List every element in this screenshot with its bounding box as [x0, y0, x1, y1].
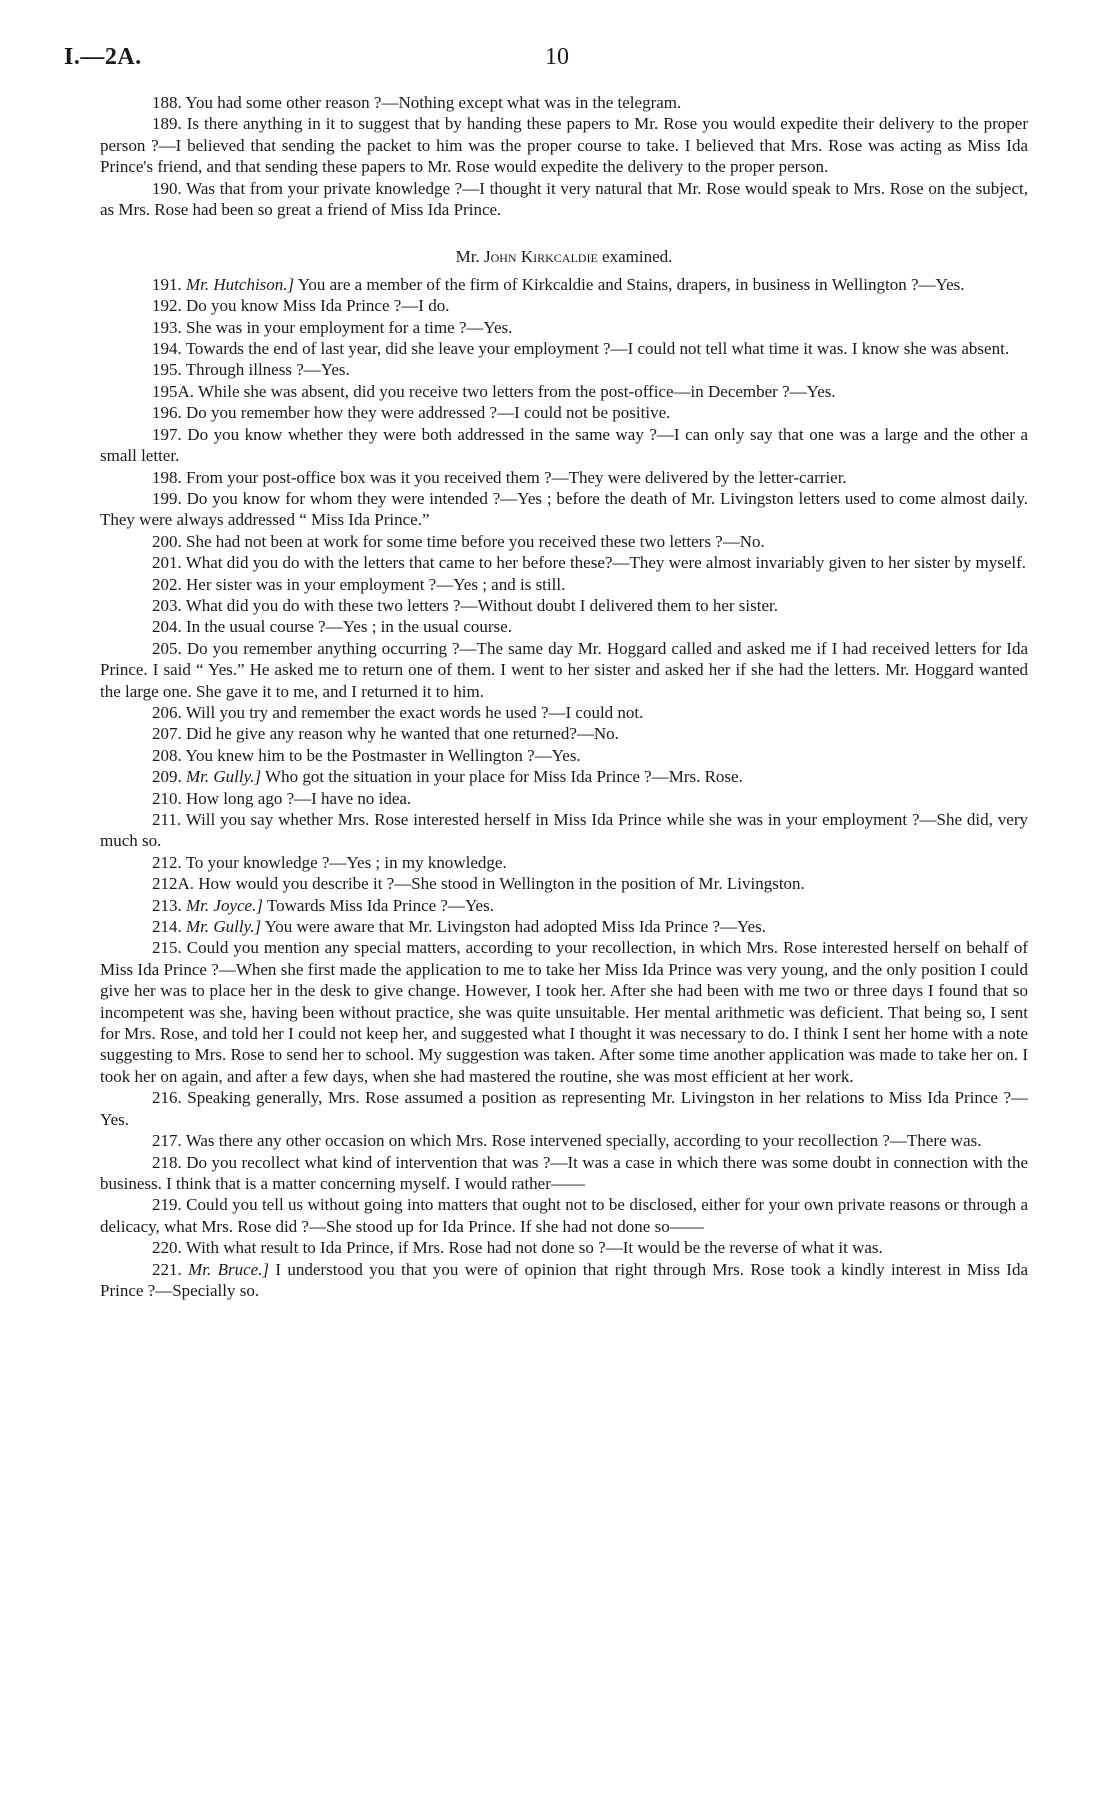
question-number: 219. — [152, 1195, 182, 1215]
question-number: 220. — [152, 1238, 182, 1258]
testimony-paragraph — [100, 402, 1028, 423]
question-number: 217. — [152, 1131, 182, 1151]
paragraph-text: I understood you that you were of opinion that right through Mrs. Rose took a kindly interest in Miss Ida Prince ?—Specially so. — [100, 1259, 1028, 1300]
question-number: 218. — [152, 1152, 182, 1172]
question-number: 202. — [152, 574, 182, 594]
paragraph-text: You had some other reason ?—Nothing except what was in the telegram. — [185, 93, 682, 112]
question-number: 216. — [152, 1088, 182, 1108]
question-number: 197. — [152, 424, 182, 444]
question-number: 203. — [152, 595, 182, 615]
question-number: 214. — [152, 917, 182, 937]
question-number: 206. — [152, 702, 182, 722]
testimony-paragraph — [100, 788, 1028, 809]
question-number: 221. — [152, 1259, 182, 1279]
paragraph-text: You knew him to be the Postmaster in Wellington ?—Yes. — [185, 745, 581, 765]
question-number: 189. — [152, 114, 182, 134]
question-number: 199. — [152, 488, 182, 508]
question-number: 210. — [152, 788, 182, 808]
question-number: 213. — [152, 895, 182, 915]
section-heading — [100, 246, 1028, 267]
testimony-paragraph — [100, 381, 1028, 402]
question-number: 209. — [152, 767, 182, 787]
paragraph-text: With what result to Ida Prince, if Mrs. Rose had not done so ?—It would be the reverse of what it was. — [185, 1238, 883, 1258]
paragraph-text: Speaking generally, Mrs. Rose assumed a position as representing Mr. Livingston in her relations to Miss Ida Prince ?—Yes. — [100, 1088, 1029, 1129]
paragraph-text: To your knowledge ?—Yes ; in my knowledge. — [185, 852, 507, 872]
question-number: 195. — [152, 360, 182, 380]
paragraph-text: Do you know for whom they were intended ?—Yes ; before the death of Mr. Livingston letters used to come almost daily. They were always addressed “ Miss Ida Prince.” — [100, 488, 1028, 530]
question-number: 195A. — [152, 381, 195, 401]
testimony-paragraph — [100, 338, 1028, 359]
paragraph-text: Do you remember how they were addressed ?—I could not be positive. — [186, 403, 671, 423]
paragraph-text: From your post-office box was it you received them ?—They were delivered by the letter-carrier. — [186, 467, 847, 487]
testimony-paragraph — [100, 574, 1028, 595]
speaker-label: Mr. Bruce.] — [188, 1259, 270, 1279]
paragraph-text: How would you describe it ?—She stood in Wellington in the position of Mr. Livingston. — [198, 874, 805, 894]
testimony-paragraph — [100, 92, 1028, 113]
testimony-paragraph — [100, 723, 1028, 744]
question-number: 208. — [152, 745, 182, 765]
question-number: 190. — [152, 178, 182, 198]
paragraph-text: Could you tell us without going into matters that ought not to be disclosed, either for your own private reasons or through a delicacy, what Mrs. Rose did ?—She stood up for Ida Prince. If she had not done so—— — [100, 1195, 1028, 1236]
paragraph-text: Could you mention any special matters, according to your recollection, in which Mrs. Rose interested herself on behalf of Miss Ida Prince ?—When she first made the application to me to take her Miss Ida Prince was very young, and the only position I could give her was to place her in the desk to give change. However, I took her. After she had been with me two or three days I found that so incompetent was she, having been without practice, she was quite unsuitable. Her mental arithmetic was deficient. That being so, I sent for Mrs. Rose, and told her I could not keep her, and suggested what I thought it was necessary to do. I think I sent her home with a note suggesting to Mrs. Rose to send her to school. My suggestion was taken. After some time another application was made to take her on. I took her on again, and after a few days, when she had mastered the routine, she was most efficient at her work. — [100, 938, 1028, 1086]
paragraph-text: Will you say whether Mrs. Rose interested herself in Miss Ida Prince while she was in your employment ?—She did, very much so. — [100, 810, 1028, 851]
paragraph-text: In the usual course ?—Yes ; in the usual course. — [186, 617, 512, 637]
testimony-paragraph — [100, 295, 1028, 316]
page-number: 10 — [545, 44, 569, 70]
testimony-paragraph — [100, 937, 1028, 1087]
paragraph-text: Do you recollect what kind of intervention that was ?—It was a case in which there was some doubt in connection with the business. I think that is a matter concerning myself. I would rather—— — [100, 1152, 1029, 1193]
question-number: 212. — [152, 852, 182, 872]
document-body — [100, 92, 1028, 1301]
paragraph-text: Who got the situation in your place for Miss Ida Prince ?—Mrs. Rose. — [265, 767, 743, 787]
paragraph-text: What did you do with these two letters ?—Without doubt I delivered them to her sister. — [185, 595, 779, 615]
testimony-paragraph — [100, 359, 1028, 380]
testimony-paragraph — [100, 113, 1028, 177]
speaker-label: Mr. Hutchison.] — [186, 274, 295, 294]
question-number: 204. — [152, 617, 182, 637]
testimony-paragraph — [100, 895, 1028, 916]
document-reference: I.—2A. — [64, 44, 142, 70]
paragraph-text: Did he give any reason why he wanted that one returned?—No. — [186, 724, 619, 744]
paragraph-text: You are a member of the firm of Kirkcaldie and Stains, drapers, in business in Wellington ?—Yes. — [297, 274, 965, 294]
paragraph-text: Towards Miss Ida Prince ?—Yes. — [266, 895, 494, 915]
question-number: 194. — [152, 339, 182, 359]
paragraph-text: Will you try and remember the exact words he used ?—I could not. — [185, 702, 644, 722]
testimony-paragraph — [100, 424, 1028, 467]
testimony-paragraph — [100, 1259, 1028, 1302]
testimony-paragraph — [100, 702, 1028, 723]
testimony-paragraph — [100, 766, 1028, 787]
page-header — [64, 44, 1050, 74]
testimony-paragraph — [100, 531, 1028, 552]
testimony-paragraph — [100, 616, 1028, 637]
paragraph-text: Towards the end of last year, did she leave your employment ?—I could not tell what time it was. I know she was absent. — [185, 339, 1010, 359]
testimony-paragraph — [100, 595, 1028, 616]
testimony-paragraph — [100, 488, 1028, 531]
paragraph-text: Was that from your private knowledge ?—I thought it very natural that Mr. Rose would speak to Mrs. Rose on the subject, as Mrs. Rose had been so great a friend of Miss Ida Prince. — [100, 178, 1028, 220]
question-number: 200. — [152, 531, 182, 551]
paragraph-text: While she was absent, did you receive two letters from the post-office—in December ?—Yes. — [197, 381, 836, 401]
testimony-paragraph — [100, 745, 1028, 766]
question-number: 211. — [152, 810, 182, 829]
testimony-paragraph — [100, 809, 1028, 852]
testimony-paragraph — [100, 1237, 1028, 1258]
paragraph-text: Was there any other occasion on which Mrs. Rose intervened specially, according to your recollection ?—There was. — [185, 1131, 982, 1151]
question-number: 212A. — [152, 874, 195, 894]
testimony-paragraph — [100, 1152, 1028, 1195]
paragraph-text: Do you know Miss Ida Prince ?—I do. — [186, 296, 450, 316]
testimony-paragraph — [100, 873, 1028, 894]
question-number: 196. — [152, 403, 182, 423]
testimony-paragraph — [100, 178, 1028, 221]
testimony-paragraph — [100, 1194, 1028, 1237]
testimony-paragraph — [100, 317, 1028, 338]
paragraph-text: Her sister was in your employment ?—Yes ; and is still. — [186, 574, 566, 594]
paragraph-text: Is there anything in it to suggest that by handing these papers to Mr. Rose you would expedite their delivery to the proper person ?—I believed that sending the packet to him was the proper course to take. I believed that Mrs. Rose was acting as Miss Ida Prince's friend, and that sending these papers to Mr. Rose would expedite the delivery to the proper person. — [100, 114, 1028, 177]
testimony-paragraph — [100, 852, 1028, 873]
question-number: 207. — [152, 724, 182, 744]
paragraphs-before — [100, 92, 1028, 220]
testimony-paragraph — [100, 274, 1028, 295]
paragraph-text: She was in your employment for a time ?—Yes. — [186, 317, 513, 337]
testimony-paragraph — [100, 916, 1028, 937]
paragraph-text: Through illness ?—Yes. — [185, 360, 350, 380]
question-number: 198. — [152, 467, 182, 487]
question-number: 191. — [152, 274, 182, 294]
testimony-paragraph — [100, 467, 1028, 488]
section-prefix: Mr. — [455, 247, 480, 267]
speaker-label: Mr. Gully.] — [186, 917, 262, 937]
witness-name: John Kirkcaldie — [483, 247, 598, 267]
question-number: 205. — [152, 638, 182, 658]
paragraph-text: How long ago ?—I have no idea. — [186, 788, 412, 808]
question-number: 188. — [152, 93, 182, 112]
question-number: 201. — [152, 553, 182, 573]
paragraphs-main — [100, 274, 1028, 1302]
section-suffix: examined. — [602, 247, 673, 267]
testimony-paragraph — [100, 638, 1028, 702]
paragraph-text: You were aware that Mr. Livingston had adopted Miss Ida Prince ?—Yes. — [264, 917, 766, 937]
speaker-label: Mr. Gully.] — [186, 767, 262, 787]
paragraph-text: She had not been at work for some time before you received these two letters ?—No. — [186, 531, 765, 551]
paragraph-text: Do you know whether they were both addressed in the same way ?—I can only say that one was a large and the other a small letter. — [100, 424, 1028, 466]
paragraph-text: What did you do with the letters that came to her before these?—They were almost invariably given to her sister by myself. — [185, 553, 1026, 573]
question-number: 192. — [152, 296, 182, 316]
testimony-paragraph — [100, 552, 1028, 573]
testimony-paragraph — [100, 1087, 1028, 1130]
paragraph-text: Do you remember anything occurring ?—The same day Mr. Hoggard called and asked me if I had received letters for Ida Prince. I said “ Yes.” He asked me to return one of them. I went to her sister and asked her if she had the letters. Mr. Hoggard wanted the large one. She gave it to me, and I returned it to him. — [100, 638, 1028, 701]
speaker-label: Mr. Joyce.] — [186, 895, 263, 915]
testimony-paragraph — [100, 1130, 1028, 1151]
question-number: 193. — [152, 317, 182, 337]
question-number: 215. — [152, 938, 182, 958]
